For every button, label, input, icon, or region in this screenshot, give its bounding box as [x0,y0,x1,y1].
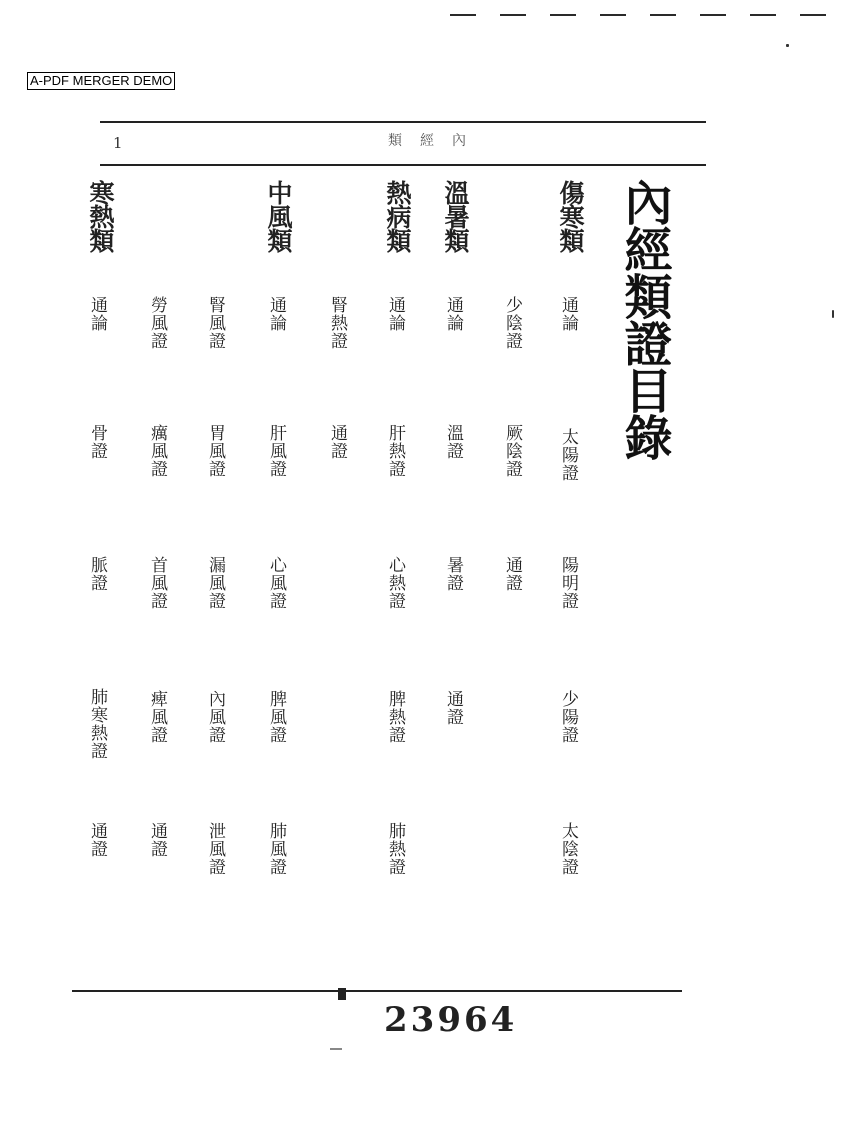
toc-entry: 肝熱證 [385,424,405,478]
toc-entry: 脾熱證 [385,690,405,744]
toc-entry: 癘風證 [147,424,167,478]
top-dash [550,14,576,16]
running-header-char: 內 [452,133,468,149]
top-dash [500,14,526,16]
toc-entry: 通論 [385,296,405,332]
toc-entry: 心熱證 [385,556,405,610]
toc-entry: 通證 [147,822,167,858]
category-heading: 溫暑類 [441,180,470,252]
toc-entry: 通證 [502,556,522,592]
toc-entry: 少陽證 [558,690,578,744]
page-number: 1 [113,134,123,152]
toc-entry: 腎熱證 [327,296,347,350]
toc-entry: 暑證 [443,556,463,592]
top-dash [650,14,676,16]
toc-entry: 通證 [87,822,107,858]
toc-entry: 腎風證 [205,296,225,350]
footer-rule [72,990,682,992]
toc-entry: 厥陰證 [502,424,522,478]
running-header-char: 類 [388,133,404,149]
toc-entry: 通論 [87,296,107,332]
toc-entry: 胃風證 [205,424,225,478]
pdf-merger-watermark: A-PDF MERGER DEMO [27,72,175,90]
category-heading: 傷寒類 [556,180,585,252]
category-heading: 熱病類 [383,180,412,252]
toc-entry: 通證 [327,424,347,460]
toc-entry: 通論 [266,296,286,332]
toc-entry: 肺寒熱證 [87,688,107,760]
toc-entry: 通論 [443,296,463,332]
toc-entry: 內風證 [205,690,225,744]
top-dash [450,14,476,16]
toc-entry: 肝風證 [266,424,286,478]
toc-entry: 少陰證 [502,296,522,350]
toc-entry: 脈證 [87,556,107,592]
ink-mark [330,1048,342,1050]
top-dash [700,14,726,16]
speck [786,44,789,47]
toc-entry: 肺熱證 [385,822,405,876]
toc-entry: 陽明證 [558,556,578,610]
toc-entry: 勞風證 [147,296,167,350]
top-dash [600,14,626,16]
running-header-char: 經 [420,133,436,149]
toc-entry: 骨證 [87,424,107,460]
ink-mark [338,988,346,1000]
library-stamp-number: 23964 [384,1000,518,1040]
toc-entry: 通論 [558,296,578,332]
toc-entry: 首風證 [147,556,167,610]
category-heading: 寒熱類 [86,180,115,252]
speck [832,310,834,318]
category-heading: 中風類 [264,180,293,252]
toc-entry: 太陽證 [558,428,578,482]
toc-entry: 脾風證 [266,690,286,744]
header-rule-bottom [100,164,706,166]
top-dash [800,14,826,16]
toc-entry: 太陰證 [558,822,578,876]
toc-entry: 溫證 [443,424,463,460]
document-title: 內經類證目錄 [616,178,672,460]
toc-entry: 心風證 [266,556,286,610]
header-rule-top [100,121,706,123]
toc-entry: 漏風證 [205,556,225,610]
toc-entry: 肺風證 [266,822,286,876]
toc-entry: 通證 [443,690,463,726]
toc-entry: 痺風證 [147,690,167,744]
toc-entry: 泄風證 [205,822,225,876]
top-dash [750,14,776,16]
running-header [388,130,528,150]
